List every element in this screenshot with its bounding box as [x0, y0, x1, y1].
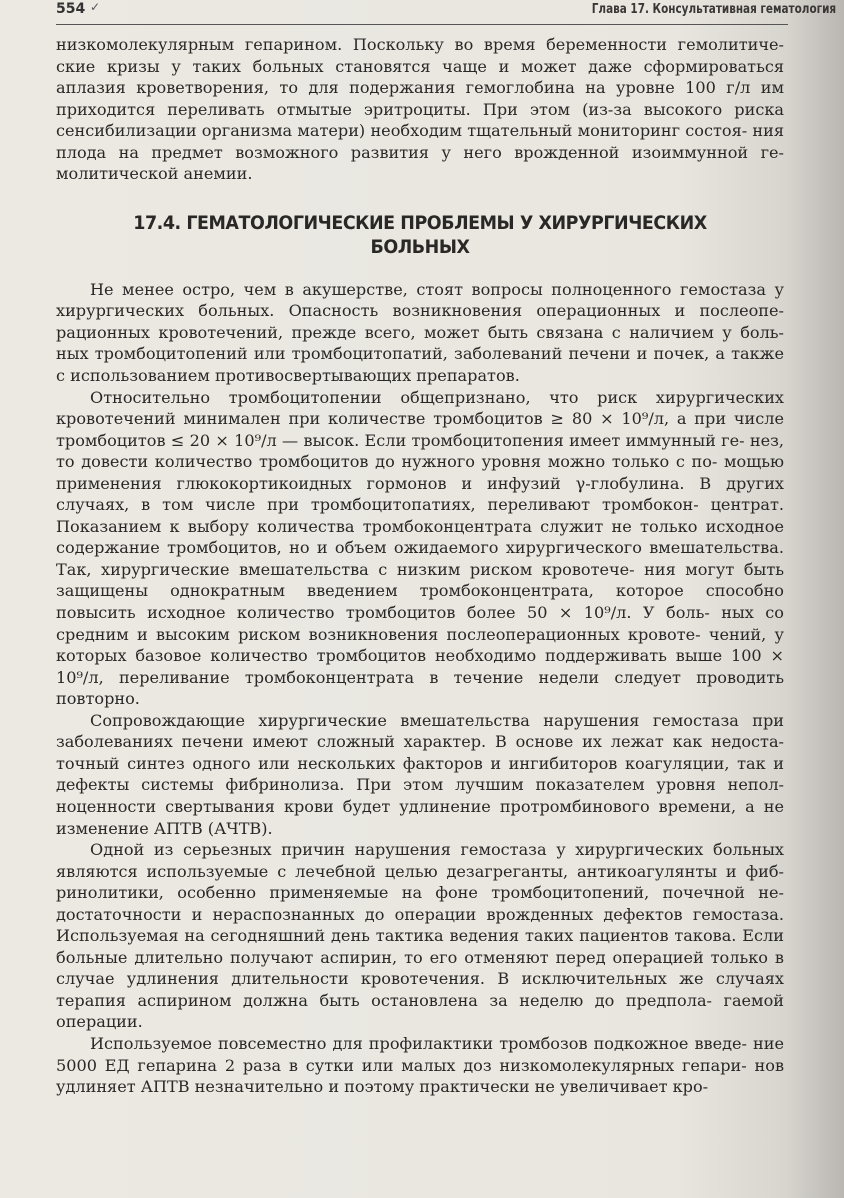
paragraph: Используемое повсеместно для профилактики тромбозов подкожное введе- ние 5000 ЕД гепарина 2 раза в сутки или малых доз низкомолекулярных гепари- нов удлиняет АПТВ незначительно и поэтому практически не увеличивает кро-: [56, 1033, 784, 1097]
paragraph: Одной из серьезных причин нарушения гемостаза у хирургических больных являются используемые с лечебной целью дезагреганты, антикоагулянты и фиб- ринолитики, особенно применяемые на фоне тромбоцитопений, почечной не- достаточности и нераспознанных до операции врожденных дефектов гемостаза. Используемая на сегодняшний день тактика ведения таких пациентов такова. Если больные длительно получают аспирин, то его отменяют перед операцией только в случае удлинения длительности кровотечения. В исключительных же случаях терапия аспирином должна быть остановлена за неделю до предпола- гаемой операции.: [56, 840, 784, 1032]
running-header: [56, 0, 844, 22]
page-number: 554: [56, 1, 86, 17]
page-body: [56, 34, 784, 1098]
paragraph: Не менее остро, чем в акушерстве, стоят вопросы полноценного гемостаза у хирургических больных. Опасность возникновения операционных и послеопе- рационных кровотечений, прежде всего, может быть связана с наличием у боль- ных тромбоцитопений или тромбоцитопатий, заболеваний печени и почек, а также с использованием противосвертывающих препаратов.: [56, 279, 784, 386]
paragraph: Относительно тромбоцитопении общепризнано, что риск хирургических кровотечений минимален при количестве тромбоцитов ≥ 80 × 10⁹/л, а при числе тромбоцитов ≤ 20 × 10⁹/л — высок. Если тромбоцитопения имеет иммунный ге- нез, то довести количество тромбоцитов до нужного уровня можно только с по- мощью применения глюкокортикоидных гормонов и инфузий γ-глобулина. В других случаях, в том числе при тромбоцитопатиях, переливают тромбокон- центрат. Показанием к выбору количества тромбоконцентрата служит не только исходное содержание тромбоцитов, но и объем ожидаемого хирургического вмешательства. Так, хирургические вмешательства с низким риском кровотече- ния могут быть защищены однократным введением тромбоконцентрата, которое способно повысить исходное количество тромбоцитов более 50 × 10⁹/л. У боль- ных со средним и высоким риском возникновения послеоперационных кровоте- чений, у которых базовое количество тромбоцитов необходимо поддерживать выше 100 × 10⁹/л, переливание тромбоконцентрата в течение недели следует проводить повторно.: [56, 387, 784, 709]
section-heading: 17.4. ГЕМАТОЛОГИЧЕСКИЕ ПРОБЛЕМЫ У ХИРУРГИЧЕСКИХ БОЛЬНЫХ: [133, 211, 707, 258]
check-icon: ✓: [90, 0, 101, 14]
paragraph-continued: низкомолекулярным гепарином. Поскольку во время беременности гемолитиче- ские кризы у таких больных становятся чаще и может даже сформироваться аплазия кроветворения, то для подержания гемоглобина на уровне 100 г/л им приходится переливать отмытые эритроциты. При этом (из-за высокого риска сенсибилизации организма матери) необходим тщательный мониторинг состоя- ния плода на предмет возможного развития у него врожденной изоиммунной ге- молитической анемии.: [56, 35, 784, 184]
paragraph: Сопровождающие хирургические вмешательства нарушения гемостаза при заболеваниях печени имеют сложный характер. В основе их лежат как недоста- точный синтез одного или нескольких факторов и ингибиторов коагуляции, так и дефекты системы фибринолиза. При этом лучшим показателем уровня непол- ноценности свертывания крови будет удлинение протромбинового времени, а не изменение АПТВ (АЧТВ).: [56, 710, 784, 838]
chapter-title: Глава 17. Консультативная гематология: [591, 1, 836, 17]
header-rule: [56, 24, 788, 25]
